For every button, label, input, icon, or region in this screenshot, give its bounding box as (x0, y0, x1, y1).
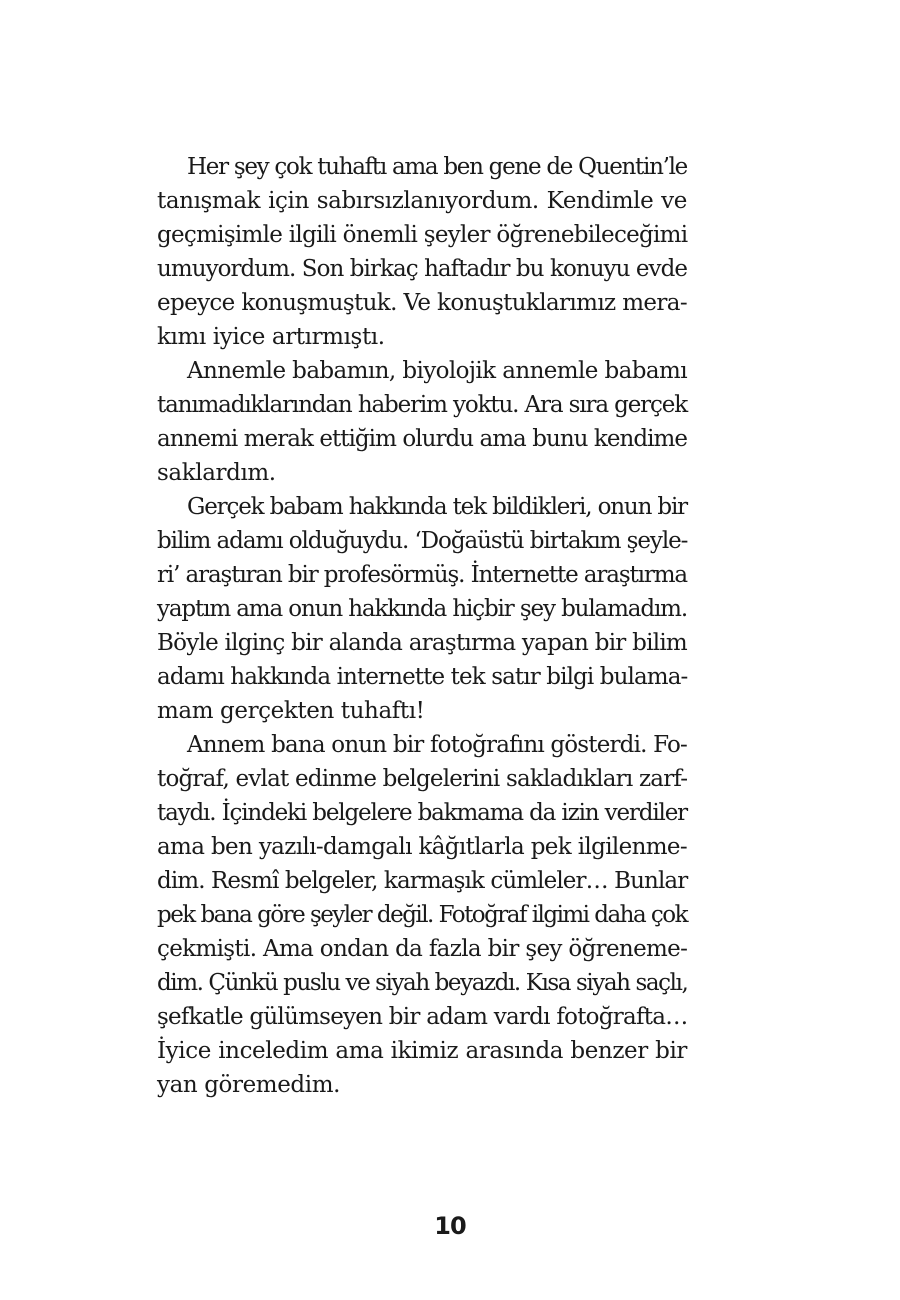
text-line: Annemle babamın, biyolojik annemle babamı (187, 358, 687, 384)
text-line: epeyce konuşmuştuk. Ve konuştuklarımız mera- (157, 290, 687, 316)
paragraph-1 (157, 150, 687, 354)
text-line: taydı. İçindeki belgelere bakmama da izin verdiler (157, 800, 687, 826)
page-number: 10 (434, 1212, 466, 1240)
text-line: saklardım. (157, 460, 276, 486)
paragraph-2 (157, 354, 687, 490)
text-line: adamı hakkında internette tek satır bilgi bulama- (157, 664, 688, 690)
text-line: umuyordum. Son birkaç haftadır bu konuyu evde (157, 256, 687, 282)
text-line: kımı iyice artırmıştı. (157, 324, 385, 350)
body-text (157, 150, 687, 1102)
text-line: Annem bana onun bir fotoğrafını gösterdi. Fo- (187, 732, 687, 758)
text-line: pek bana göre şeyler değil. Fotoğraf ilgimi daha çok (157, 902, 687, 928)
text-line: İyice inceledim ama ikimiz arasında benzer bir (157, 1038, 687, 1064)
text-line: annemi merak ettiğim olurdu ama bunu kendime (157, 426, 687, 452)
text-line: geçmişimle ilgili önemli şeyler öğrenebileceğimi (157, 222, 688, 248)
text-line: ri’ araştıran bir profesörmüş. İnternette araştırma (157, 562, 687, 588)
text-line: şefkatle gülümseyen bir adam vardı fotoğrafta… (157, 1004, 688, 1030)
text-line: toğraf, evlat edinme belgelerini sakladıkları zarf- (157, 766, 688, 792)
text-line: yaptım ama onun hakkında hiçbir şey bulamadım. (157, 596, 687, 622)
text-line: yan göremedim. (157, 1072, 341, 1098)
text-line: Böyle ilginç bir alanda araştırma yapan bir bilim (157, 630, 687, 656)
paragraph-3 (157, 490, 687, 728)
text-line: tanımadıklarından haberim yoktu. Ara sıra gerçek (157, 392, 687, 418)
text-line: tanışmak için sabırsızlanıyordum. Kendimle ve (157, 188, 687, 214)
text-line: dim. Çünkü puslu ve siyah beyazdı. Kısa siyah saçlı, (157, 970, 688, 996)
paragraph-4 (157, 728, 687, 1102)
text-line: ama ben yazılı-damgalı kâğıtlarla pek ilgilenme- (157, 834, 687, 860)
text-line: mam gerçekten tuhaftı! (157, 698, 425, 724)
text-line: Her şey çok tuhaftı ama ben gene de Quentin’le (187, 154, 687, 180)
text-line: bilim adamı olduğuydu. ‘Doğaüstü birtakım şeyle- (157, 528, 688, 554)
text-line: dim. Resmî belgeler, karmaşık cümleler… Bunlar (157, 868, 688, 894)
text-line: çekmişti. Ama ondan da fazla bir şey öğreneme- (157, 936, 688, 962)
text-line: Gerçek babam hakkında tek bildikleri, onun bir (187, 494, 687, 520)
